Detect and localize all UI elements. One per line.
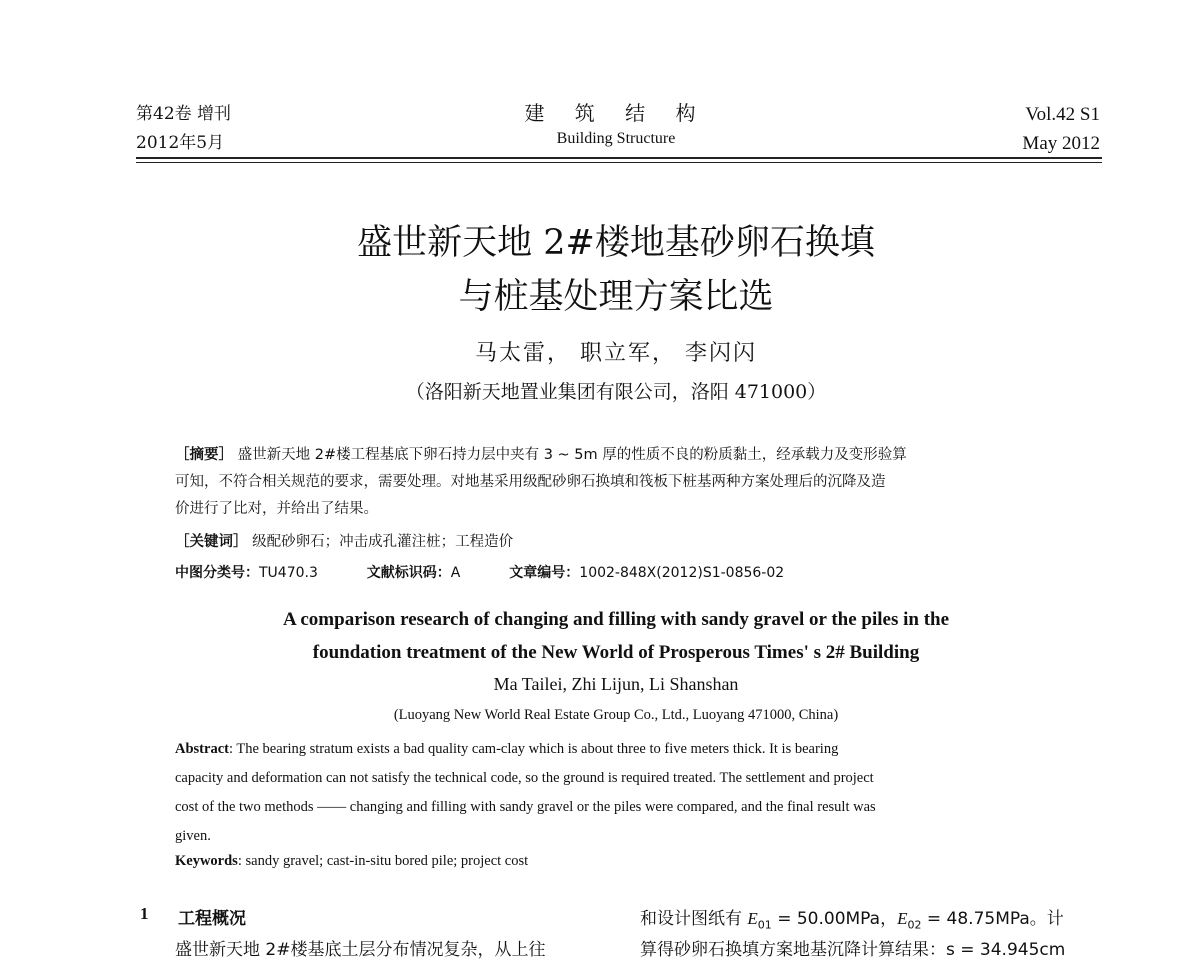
doc-code-label: 文献标识码： [366, 565, 451, 581]
keywords-cn [175, 530, 513, 551]
keywords-cn-label: ［关键词］ [175, 534, 248, 550]
body-text-right-line2: 算得砂卵石换填方案地基沉降计算结果：s = 34.945cm [640, 940, 1066, 960]
keywords-cn-text: 级配砂卵石；冲击成孔灌注桩；工程造价 [247, 534, 514, 550]
keywords-en [175, 853, 528, 870]
abstract-en-line3: cost of the two methods —— changing and filling with sandy gravel or the piles were compared, and the final result was [175, 799, 876, 815]
body-text-left: 盛世新天地 2#楼基底土层分布情况复杂，从上往 [175, 940, 546, 960]
abstract-en-label: Abstract [175, 741, 229, 757]
volume-number: Vol.42 S1 [1025, 104, 1100, 125]
modulus-e02-sub: 02 [907, 918, 922, 932]
doc-code-value: A [450, 565, 461, 581]
abstract-cn [175, 442, 1065, 523]
paper-authors-en: Ma Tailei, Zhi Lijun, Li Shanshan [493, 674, 739, 694]
abstract-en [175, 735, 1055, 851]
paper-affiliation: （洛阳新天地置业集团有限公司，洛阳 471000） [405, 381, 827, 403]
abstract-en-line4: given. [175, 828, 211, 844]
modulus-e01-sub: 01 [757, 918, 772, 932]
volume-date: May 2012 [1022, 133, 1100, 154]
paper-affiliation-en: (Luoyang New World Real Estate Group Co., Ltd., Luoyang 471000, China) [393, 707, 839, 723]
journal-volume-en [1022, 100, 1100, 158]
paper-title-en-line2: foundation treatment of the New World of Prosperous Times' s 2# Building [312, 642, 920, 663]
body-right-seg-c: = 48.75MPa。计 [921, 909, 1064, 929]
header-rule-thin [136, 162, 1102, 163]
journal-name-cn: 建 筑 结 构 [524, 101, 708, 125]
journal-name-en: Building Structure [556, 130, 676, 147]
keywords-en-label: Keywords [175, 853, 238, 869]
article-number-label: 文章编号： [509, 565, 580, 581]
abstract-cn-line3: 价进行了比对，并给出了结果。 [175, 501, 378, 517]
modulus-e01: E [747, 909, 758, 928]
abstract-en-line2: capacity and deformation can not satisfy the technical code, so the ground is required treated. The settlement and project [175, 770, 874, 786]
modulus-e02: E [897, 909, 908, 928]
section-number: 1 [140, 904, 149, 923]
abstract-en-line1: : The bearing stratum exists a bad quality cam-clay which is about three to five meters thick. It is bearing [228, 741, 839, 757]
header-rule-thick [136, 157, 1102, 159]
abstract-cn-line2: 可知，不符合相关规范的要求，需要处理。对地基采用级配砂卵石换填和筏板下桩基两种方案处理后的沉降及造 [175, 474, 886, 490]
classification-row [175, 562, 784, 582]
journal-name [0, 100, 1200, 151]
keywords-en-text: : sandy gravel; cast-in-situ bored pile; project cost [237, 853, 529, 869]
journal-date: 2012年5月 [136, 133, 225, 153]
paper-authors: 马太雷， 职立军， 李闪闪 [475, 341, 757, 366]
abstract-cn-line1: 盛世新天地 2#楼工程基底下卵石持力层中夹有 3 ~ 5m 厚的性质不良的粉质黏土，经承载力及变形验算 [233, 447, 907, 463]
abstract-cn-label: ［摘要］ [175, 447, 233, 463]
paper-title-line2: 与桩基处理方案比选 [458, 277, 774, 317]
journal-volume: 第42卷 增刊 [136, 104, 232, 124]
body-right-seg-b: = 50.00MPa， [771, 909, 898, 929]
paper-title-line1: 盛世新天地 2#楼地基砂卵石换填 [357, 223, 875, 263]
clc-label: 中图分类号： [175, 565, 259, 581]
article-number-value: 1002-848X(2012)S1-0856-02 [579, 565, 785, 581]
body-right-seg-a: 和设计图纸有 [640, 909, 748, 929]
body-text-right-line1 [640, 904, 1064, 931]
clc-value: TU470.3 [259, 565, 318, 581]
section-title: 工程概况 [178, 909, 246, 929]
paper-title-en-line1: A comparison research of changing and filling with sandy gravel or the piles in the [282, 609, 950, 630]
